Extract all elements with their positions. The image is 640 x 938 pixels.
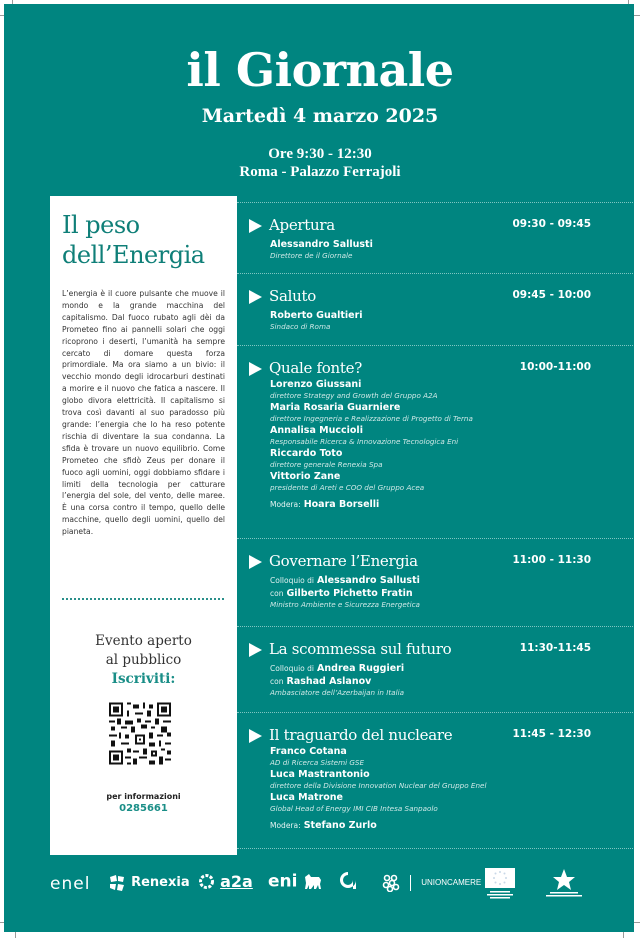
- newspaper-title: il Giornale: [186, 43, 454, 97]
- session-title: Saluto: [269, 287, 316, 305]
- session-title: Governare l’Energia: [269, 552, 418, 570]
- a2a-ring-icon: [198, 873, 215, 890]
- session-title: Il traguardo del nucleare: [269, 726, 453, 744]
- qr-code-icon[interactable]: [107, 700, 173, 767]
- guest-name: Gilberto Pichetto Fratin: [286, 587, 413, 599]
- divider: [410, 875, 411, 891]
- agenda-session: Governare l’Energia 11:00 - 11:30 Colloquio di Alessandro Sallusti con Gilberto Pichetto Fratin Ministro Ambiente e Sicurezza Energetica: [237, 538, 633, 626]
- agenda-session: La scommessa sul futuro 11:30-11:45 Colloquio di Andrea Ruggieri con Rashad Aslanov Ambasciatore dell’Azerbaijan in Italia: [237, 626, 633, 712]
- eni-logo: eni: [268, 871, 323, 892]
- speaker-name: Alessandro Sallusti: [270, 239, 373, 250]
- acea-icon: [339, 871, 357, 891]
- intro-panel: [50, 196, 237, 855]
- speaker-role: direttore Ingegneria e Realizzazione di Progetto di Terna: [270, 414, 473, 423]
- speaker-name: Luca Mastrantonio: [270, 769, 370, 780]
- register-link[interactable]: Iscriviti:: [111, 671, 176, 687]
- interviewer-name: Andrea Ruggieri: [317, 663, 405, 674]
- speaker-name: Vittorio Zane: [270, 471, 341, 482]
- open-event-heading: Evento aperto al pubblico: [95, 633, 192, 668]
- guest-role: Ministro Ambiente e Sicurezza Energetica: [270, 600, 420, 609]
- dotted-divider: [62, 598, 224, 600]
- agenda-session: [237, 273, 633, 345]
- moderator-name: Hoara Borselli: [303, 499, 380, 510]
- speaker-role: direttore Strategy and Growth del Gruppo A2A: [270, 391, 438, 400]
- speaker-name: Luca Matrone: [270, 792, 343, 803]
- six-legged-dog-icon: [303, 873, 323, 891]
- moderator-line: Modera: Stefano Zurlo: [270, 820, 377, 831]
- speaker-name: Franco Cotana: [270, 746, 347, 757]
- play-arrow-icon: [249, 362, 262, 376]
- speaker-name: Riccardo Toto: [270, 448, 343, 459]
- agenda-session: [237, 345, 633, 538]
- speaker-name: Roberto Gualtieri: [270, 310, 363, 321]
- renexia-icon: [108, 874, 126, 892]
- play-arrow-icon: [249, 219, 262, 233]
- speaker-name: Maria Rosaria Guarniere: [270, 402, 401, 413]
- moderator-line: Modera: Hoara Borselli: [270, 499, 380, 510]
- guest-name: Rashad Aslanov: [286, 675, 372, 687]
- interviewer-name: Alessandro Sallusti: [317, 575, 420, 586]
- unioncamere-icon: [382, 874, 400, 892]
- session-title: Quale fonte?: [269, 359, 362, 377]
- unioncamere-logo: UNIONCAMERE: [382, 872, 481, 892]
- speaker-role: Sindaco di Roma: [270, 322, 331, 331]
- session-time: 10:00-11:00: [519, 361, 591, 373]
- panel-title: Il peso dell’Energia: [62, 211, 205, 269]
- star-emblem-icon: [540, 868, 588, 898]
- moderator-name: Stefano Zurlo: [303, 820, 377, 831]
- session-title: La scommessa sul futuro: [269, 640, 452, 658]
- session-time: 09:45 - 10:00: [512, 289, 591, 301]
- speaker-name: Annalisa Muccioli: [270, 425, 363, 436]
- agenda-session: [237, 712, 633, 849]
- speaker-role: presidente di Areti e COO del Gruppo Acea: [270, 483, 425, 492]
- session-title: Apertura: [269, 216, 335, 234]
- a2a-logo: a2a: [198, 871, 253, 891]
- guest-role: Ambasciatore dell’Azerbaijan in Italia: [270, 688, 404, 697]
- session-time: 09:30 - 09:45: [512, 218, 591, 230]
- play-arrow-icon: [249, 729, 262, 743]
- event-place: Roma - Palazzo Ferrajoli: [239, 164, 401, 180]
- ministry-logo: [540, 868, 588, 902]
- session-time: 11:00 - 11:30: [512, 554, 591, 566]
- play-arrow-icon: [249, 643, 262, 657]
- speaker-role: direttore generale Renexia Spa: [270, 460, 383, 469]
- agenda-session: [237, 202, 633, 273]
- intro-text: L’energia è il cuore pulsante che muove il mondo e la grande macchina del capitalismo. Dal fuoco rubato agli dèi da Prometeo fino ai pannelli solari che oggi ricoprono i deserti, l’umanità ha sempre cercato di domare questa forza primordiale. Ma ora siamo a un bivio: il vecchio mondo degli idrocarburi destinati a morire e il nuovo che fatica a nascere. Il globo divora elettricità. Il capitalismo si trova così davanti al suo paradosso più grande: l’energia che lo ha reso potente rischia di diventare la sua condanna. La sfida è trovare un nuovo equilibrio. Come Prometeo che sfidò Zeus per donare il fuoco agli uomini, oggi dobbiamo sfidare i limiti della tecnologia per catturare l’energia del sole, del vento, delle maree. È una corsa contro il tempo, quello delle macchine, quello degli uomini, quello del pianeta.: [62, 289, 225, 537]
- play-arrow-icon: [249, 290, 262, 304]
- info-phone-number[interactable]: 0285661: [119, 803, 168, 814]
- eu-nextgeneration-logo: [484, 868, 516, 906]
- speaker-role: AD di Ricerca Sistemi GSE: [270, 758, 365, 767]
- info-label: per informazioni: [106, 792, 181, 801]
- play-arrow-icon: [249, 555, 262, 569]
- speaker-role: direttore della Divisione Innovation Nuclear del Gruppo Enel: [270, 781, 487, 790]
- speaker-role: Responsabile Ricerca & Innovazione Tecnologica Eni: [270, 437, 459, 446]
- event-date: Martedì 4 marzo 2025: [201, 105, 439, 127]
- renexia-logo: Renexia: [108, 872, 190, 892]
- session-time: 11:30-11:45: [519, 642, 591, 654]
- speaker-name: Lorenzo Giussani: [270, 379, 362, 390]
- acea-logo: [339, 871, 357, 895]
- session-time: 11:45 - 12:30: [512, 728, 591, 740]
- eu-flag-icon: [484, 868, 516, 902]
- speaker-role: Global Head of Energy IMI CIB Intesa Sanpaolo: [270, 804, 438, 813]
- event-hours: Ore 9:30 - 12:30: [268, 146, 372, 162]
- sponsor-logos: [0, 868, 640, 908]
- speaker-role: Direttore de il Giornale: [270, 251, 353, 260]
- enel-logo: enel: [50, 874, 91, 894]
